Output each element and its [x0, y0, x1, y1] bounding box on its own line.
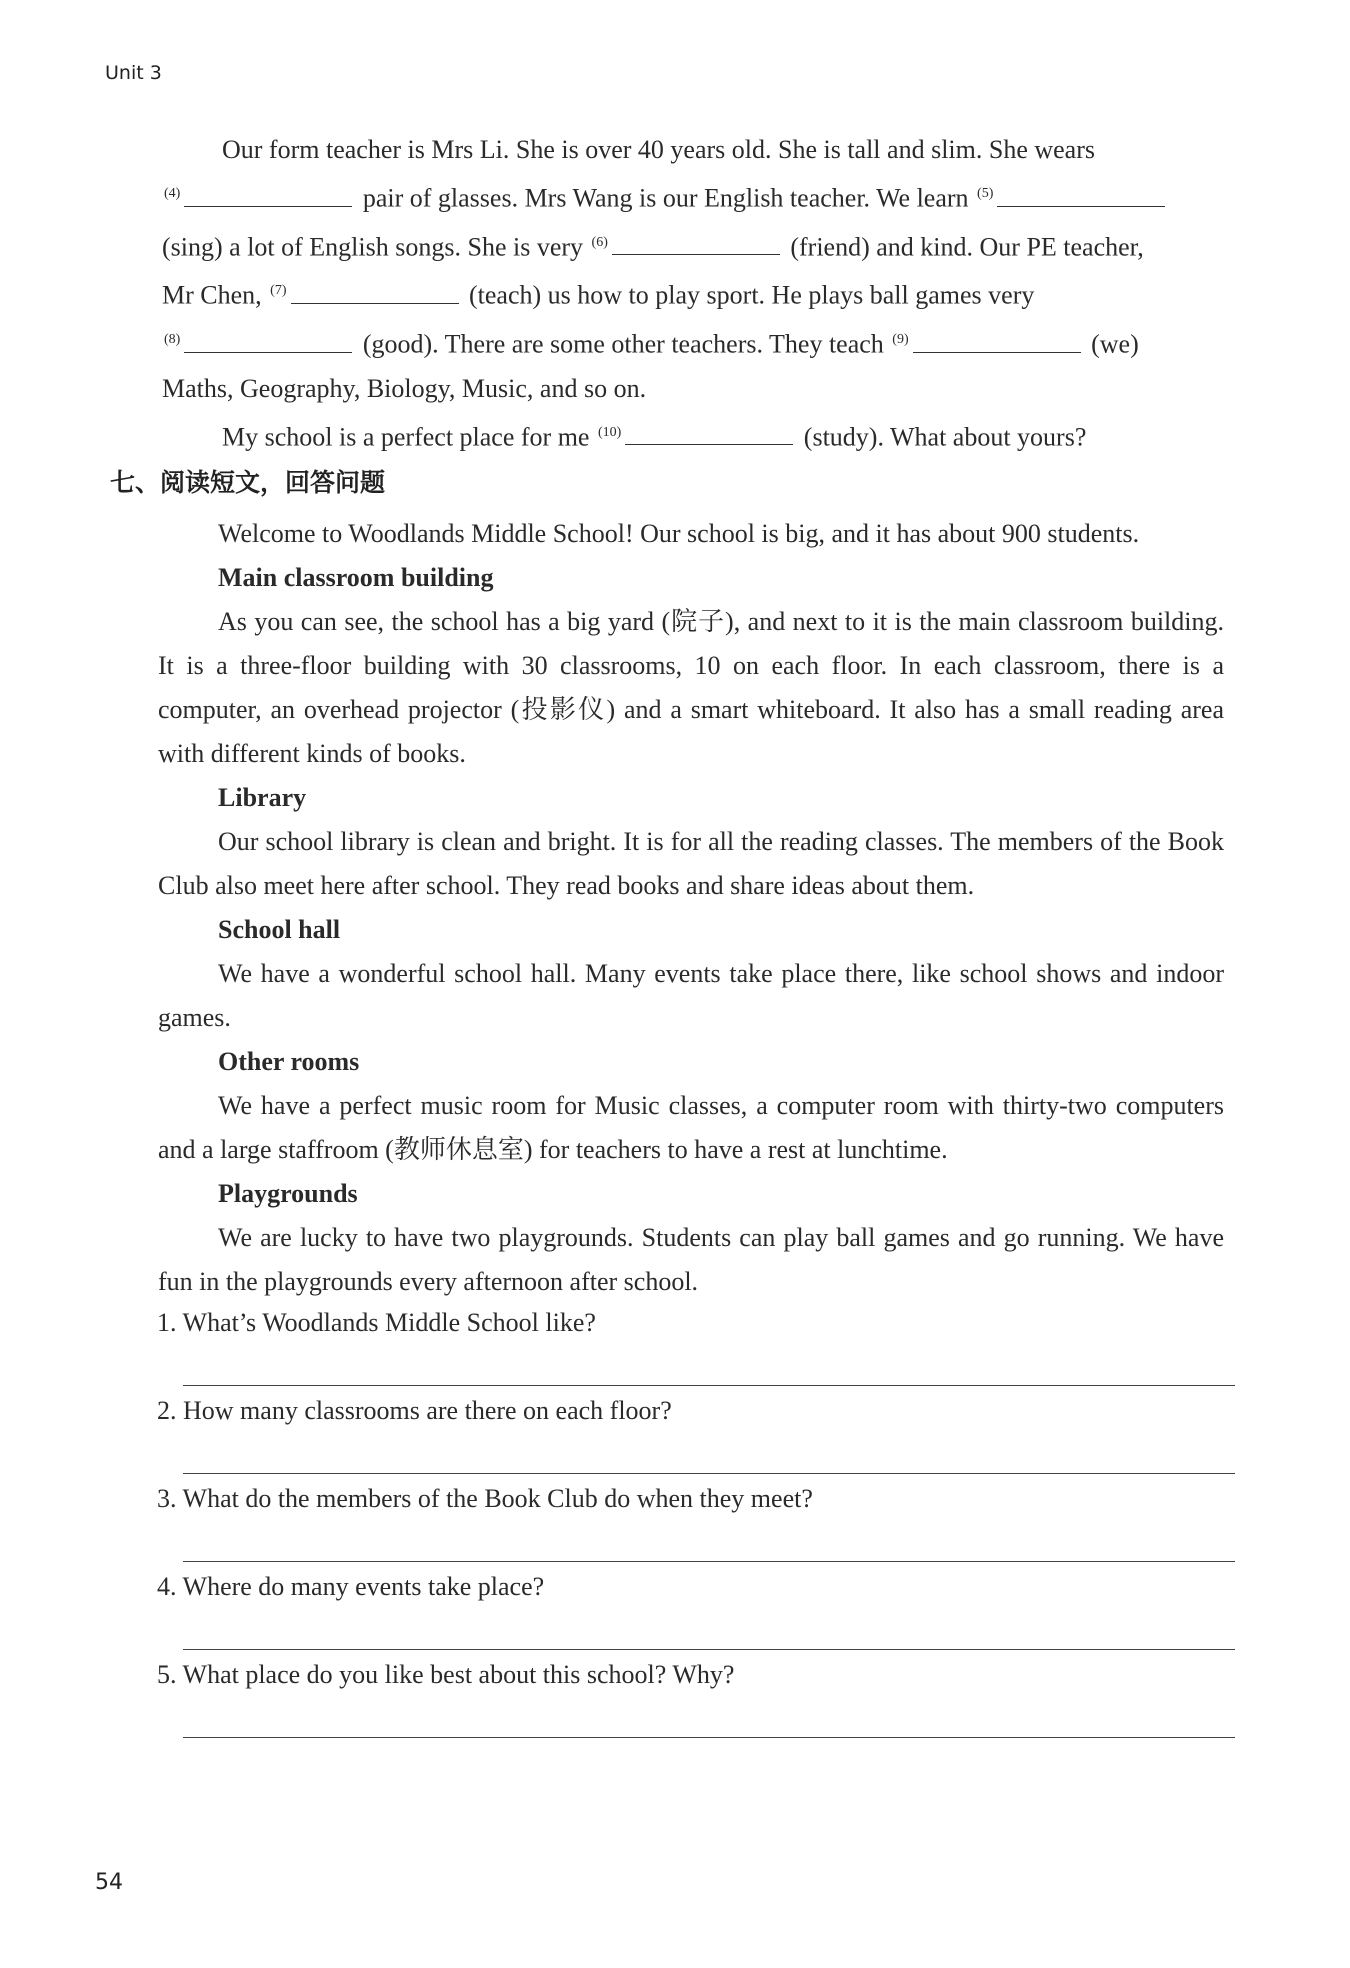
subheading-school-hall: School hall	[218, 915, 341, 944]
blank-5[interactable]	[997, 180, 1165, 207]
subheading-main-building: Main classroom building	[218, 563, 494, 592]
blank-number: (5)	[977, 186, 994, 201]
question-text: 1. What’s Woodlands Middle School like?	[157, 1308, 596, 1337]
blank-10[interactable]	[625, 418, 793, 445]
fill-line-4	[162, 269, 1222, 318]
unit-label: Unit 3	[105, 62, 162, 84]
answer-line[interactable]	[183, 1385, 1235, 1386]
answer-line[interactable]	[183, 1473, 1235, 1474]
answer-line[interactable]	[183, 1649, 1235, 1650]
blank-number: (10)	[597, 424, 622, 440]
subheading-other-rooms: Other rooms	[218, 1047, 360, 1076]
fill-text: (we)	[1091, 329, 1139, 359]
blank-number: (9)	[892, 331, 909, 347]
blank-9[interactable]	[913, 326, 1081, 353]
fill-text: (sing) a lot of English songs. She is very	[162, 232, 584, 262]
question-item	[155, 1305, 1235, 1393]
paragraph-other-rooms: We have a perfect music room for Music classes, a computer room with thirty-two computers and a large staffroom (教师休息室) for teachers to have a rest at lunchtime.	[158, 1091, 1224, 1164]
blank-number: (4)	[164, 186, 181, 201]
fill-text: (friend) and kind. Our PE teacher,	[790, 232, 1144, 262]
paragraph-main-building: As you can see, the school has a big yard (院子), and next to it is the main classroom building. It is a three-floor building with 30 classrooms, 10 on each floor. In each classroom, there is a computer, an overhead projector (投影仪) and a smart whiteboard. It also has a small reading area with different kinds of books.	[158, 607, 1224, 768]
fill-text: Mr Chen,	[162, 280, 262, 310]
question-item	[155, 1569, 1235, 1657]
fill-text: pair of glasses. Mrs Wang is our English teacher. We learn	[362, 183, 969, 213]
blank-7[interactable]	[291, 277, 459, 304]
blank-8[interactable]	[184, 326, 352, 353]
fill-line-2	[162, 172, 1222, 221]
fill-line-5	[162, 318, 1222, 367]
question-item	[155, 1393, 1235, 1481]
reading-passage	[158, 512, 1224, 1304]
question-item	[155, 1481, 1235, 1569]
answer-line[interactable]	[183, 1737, 1235, 1738]
question-text: 3. What do the members of the Book Club do when they meet?	[157, 1484, 813, 1513]
question-text: 2. How many classrooms are there on each floor?	[157, 1396, 672, 1425]
blank-6[interactable]	[612, 228, 780, 255]
blank-number: (7)	[270, 283, 287, 299]
fill-text: My school is a perfect place for me	[222, 422, 590, 452]
fill-blank-passage	[162, 128, 1222, 459]
fill-line-3	[162, 221, 1222, 270]
paragraph-school-hall: We have a wonderful school hall. Many events take place there, like school shows and indoor games.	[158, 959, 1224, 1032]
blank-4[interactable]	[184, 180, 352, 207]
fill-line-1: Our form teacher is Mrs Li. She is over 40 years old. She is tall and slim. She wears	[222, 135, 1095, 164]
page-number: 54	[95, 1870, 123, 1895]
question-list	[155, 1305, 1235, 1745]
question-text: 4. Where do many events take place?	[157, 1572, 545, 1601]
section-heading: 七、阅读短文，回答问题	[110, 468, 386, 497]
question-item	[155, 1657, 1235, 1745]
fill-line-7	[162, 411, 1222, 460]
subheading-playgrounds: Playgrounds	[218, 1179, 358, 1208]
fill-text: (good). There are some other teachers. They teach	[362, 329, 884, 359]
question-text: 5. What place do you like best about this school? Why?	[157, 1660, 735, 1689]
blank-number: (6)	[591, 234, 608, 250]
paragraph-playgrounds: We are lucky to have two playgrounds. Students can play ball games and go running. We have fun in the playgrounds every afternoon after school.	[158, 1223, 1224, 1296]
reading-intro: Welcome to Woodlands Middle School! Our school is big, and it has about 900 students.	[218, 519, 1140, 548]
fill-text: (study). What about yours?	[803, 422, 1087, 452]
answer-line[interactable]	[183, 1561, 1235, 1562]
blank-number: (8)	[164, 331, 181, 347]
paragraph-library: Our school library is clean and bright. It is for all the reading classes. The members of the Book Club also meet here after school. They read books and share ideas about them.	[158, 827, 1224, 900]
fill-line-6: Maths, Geography, Biology, Music, and so on.	[162, 373, 647, 403]
fill-text: (teach) us how to play sport. He plays ball games very	[469, 280, 1035, 310]
subheading-library: Library	[218, 783, 307, 812]
